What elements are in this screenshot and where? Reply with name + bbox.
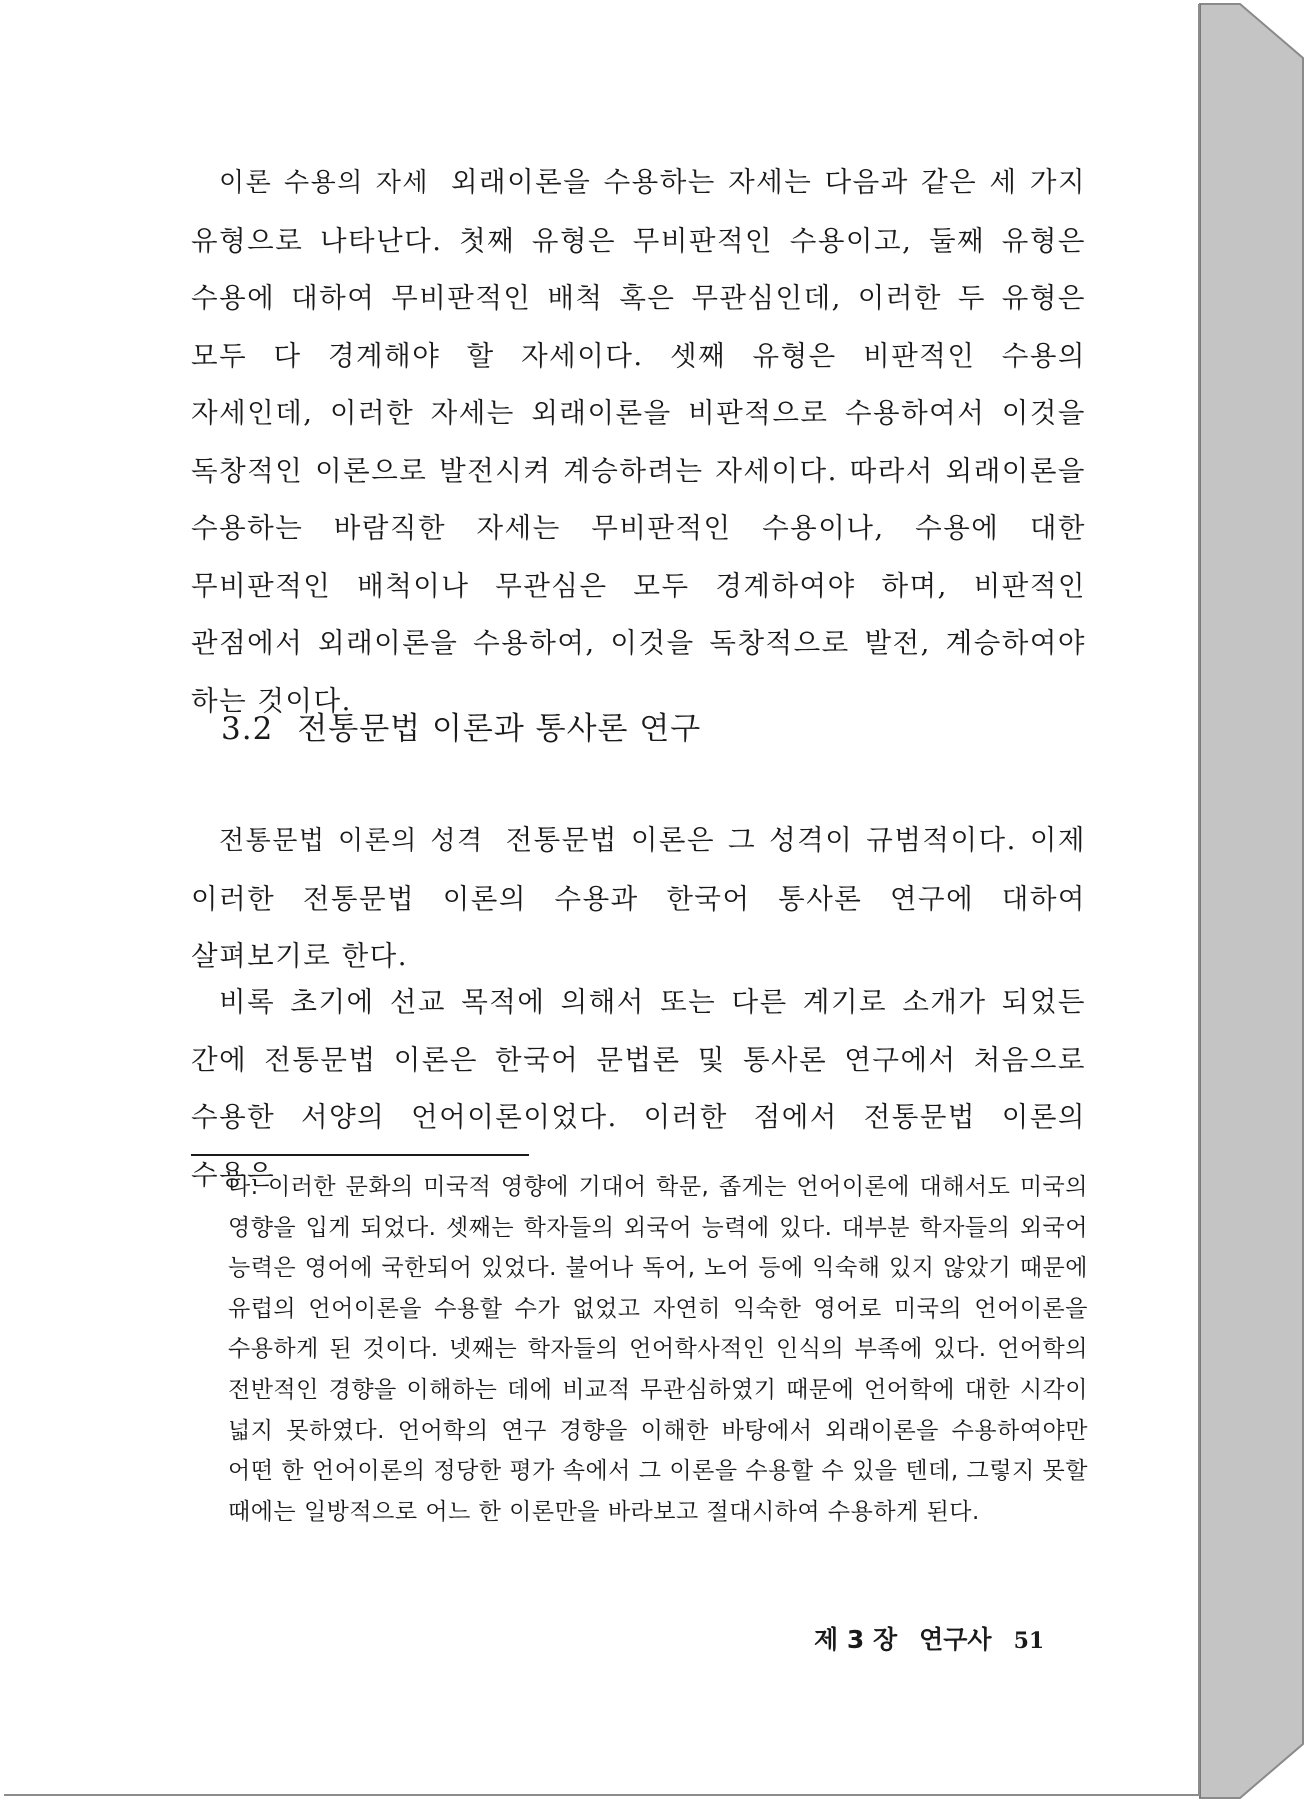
paragraph-traditional-grammar-nature: [191, 812, 1086, 986]
footer-title: 연구사: [919, 1625, 992, 1654]
running-footer: [814, 1622, 1044, 1659]
section-heading: [221, 709, 701, 749]
run-in-heading-traditional-grammar: 전통문법 이론의 성격: [219, 826, 484, 856]
section-number: 3.2: [221, 711, 274, 747]
footnote-text: 다. 이러한 문화의 미국적 영향에 기대어 학문, 좁게는 언어이론에 대해서도 미국의 영향을 입게 되었다. 셋째는 학자들의 외국어 능력에 있다. 대부분 학자들의 외국어 능력은 영어에 국한되어 있었다. 불어나 독어, 노어 등에 익숙해 있지 않았기 때문에 유럽의 언어이론을 수용할 수가 없었고 자연히 익숙한 영어로 미국의 언어이론을 수용하게 된 것이다. 넷째는 학자들의 언어학사적인 인식의 부족에 있다. 언어학의 전반적인 경향을 이해하는 데에 비교적 무관심하였기 때문에 언어학에 대한 시각이 넓지 못하였다. 언어학의 연구 경향을 이해한 바탕에서 외래이론을 수용하여야만 어떤 한 언어이론의 정당한 평가 속에서 그 이론을 수용할 수 있을 텐데, 그렇지 못할 때에는 일방적으로 어느 한 이론만을 바라보고 절대시하여 수용하게 된다.: [228, 1174, 1088, 1525]
book-page: [4, 4, 1200, 1796]
footer-chapter: 제 3 장: [814, 1625, 898, 1654]
footnote-divider: [191, 1154, 529, 1156]
paragraph-receiving-theory: [191, 154, 1086, 730]
paragraph-text: 외래이론을 수용하는 자세는 다음과 같은 세 가지 유형으로 나타난다. 첫째 유형은 무비판적인 수용이고, 둘째 유형은 수용에 대하여 무비판적인 배척 혹은 무관심인데, 이러한 두 유형은 모두 다 경계해야 할 자세이다. 셋째 유형은 비판적인 수용의 자세인데, 이러한 자세는 외래이론을 비판적으로 수용하여서 이것을 독창적인 이론으로 발전시켜 계승하려는 자세이다. 따라서 외래이론을 수용하는 바람직한 자세는 무비판적인 수용이나, 수용에 대한 무비판적인 배척이나 무관심은 모두 경계하여야 하며, 비판적인 관점에서 외래이론을 수용하여, 이것을 독창적으로 발전, 계승하여야 하는 것이다.: [191, 166, 1087, 717]
paragraph-traditional-grammar-reception: 비록 초기에 선교 목적에 의해서 또는 다른 계기로 소개가 되었든 간에 전통문법 이론은 한국어 문법론 및 통사론 연구에서 처음으로 수용한 서양의 언어이론이었다. 이러한 점에서 전통문법 이론의 수용은: [191, 986, 1086, 1191]
section-title: 전통문법 이론과 통사론 연구: [297, 711, 702, 747]
run-in-heading-theory-attitude: 이론 수용의 자세: [219, 168, 429, 198]
paragraph-text: 전통문법 이론은 그 성격이 규범적이다. 이제 이러한 전통문법 이론의 수용과 한국어 통사론 연구에 대하여 살펴보기로 한다.: [191, 824, 1086, 972]
page-number: 51: [1013, 1628, 1045, 1654]
